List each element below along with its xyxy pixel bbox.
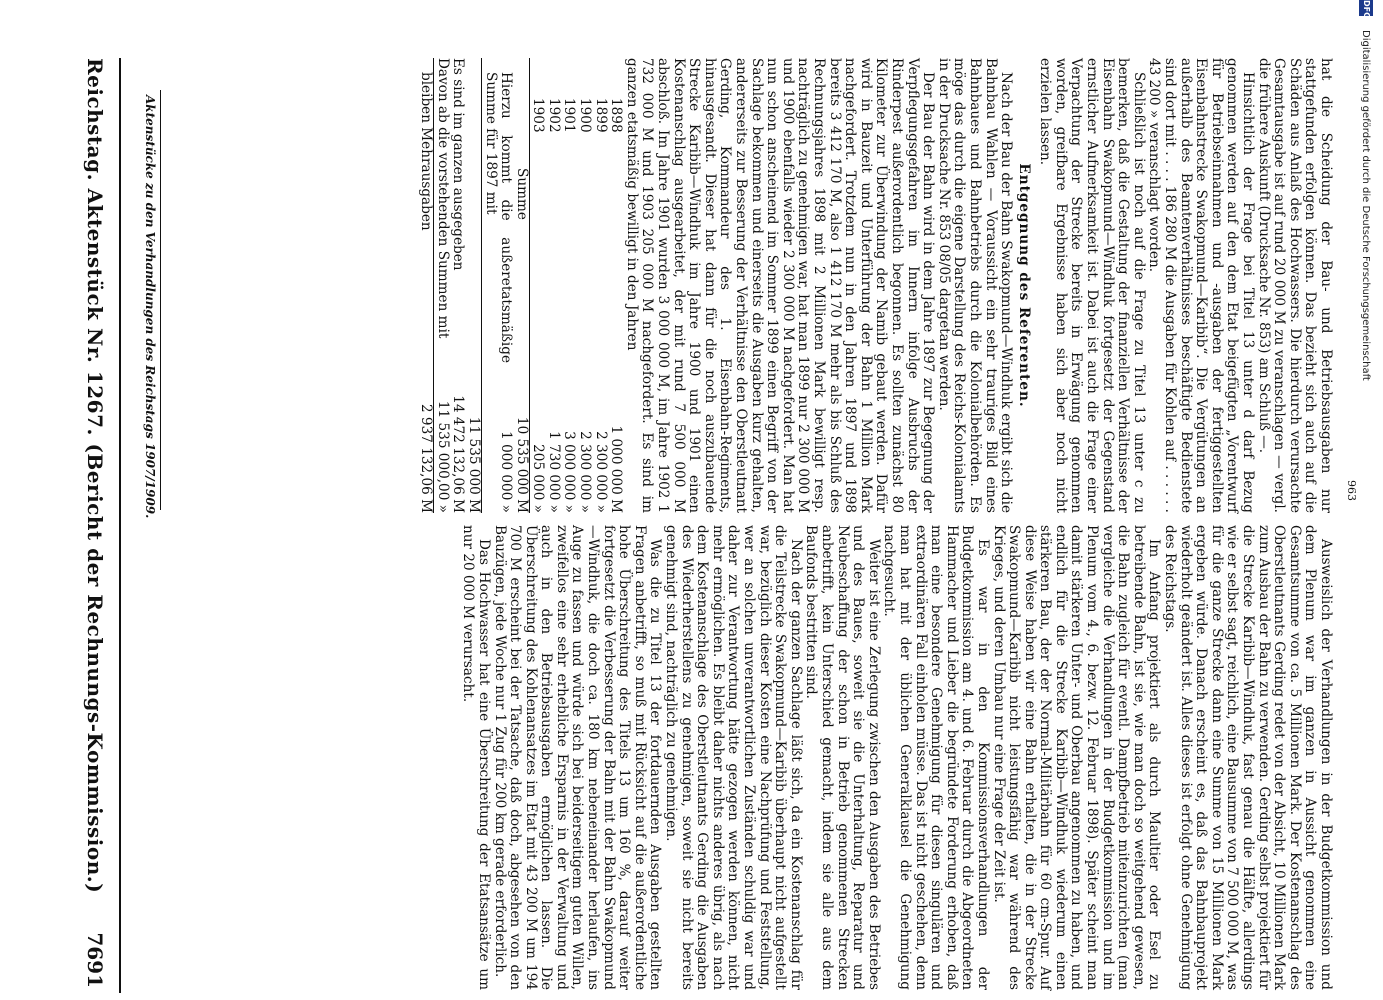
figure-row: 1902 1 730 000 » bbox=[545, 98, 562, 513]
spent-row: Es sind im ganzen ausgegeben 14 472 132,06 M bbox=[450, 58, 467, 513]
figures-table bbox=[418, 58, 624, 513]
paragraph: Es war in den Kommissionsverhandlungen der Budgetkommission am 4. und 6. Februar durch die Abgeordneten Hammacher und Lieber die begründete Forderung erhoben, daß man eine besondere Genehmigung für diesen singulären und extraordinären Fall einholen müsse. Das ist nicht geschehen, denn man hat mit der üblichen Generalklausel die Genehmigung nachgesucht. bbox=[881, 525, 991, 990]
deduct-row: Davon ab die vorstehenden Summen mit 11 535 000,00 » bbox=[434, 58, 451, 513]
page-number: 963 bbox=[1345, 480, 1358, 501]
credit-text: Digitalisierung gefördert durch die Deutsche Forschungsgemeinschaft bbox=[1360, 30, 1371, 381]
section-title: Entgegnung des Referenten. bbox=[1015, 163, 1032, 408]
paragraph: Schließlich ist noch auf die Frage zu Titel 13 unter c zu bemerken, daß die Gestaltung der finanziellen Verhältnisse der Eisenbahn Swakopmund—Windhuk fortgesetzt der Gegenstand ernstlicher Aufmerksamkeit ist. Dabei ist auch die Frage einer Verpachtung der Strecke bereits in Erwägung genommen worden, greifbare Ergebnisse haben sich aber noch nicht erzielen lassen. bbox=[1037, 58, 1147, 513]
paragraph: Das Hochwasser hat eine Überschreitung der Etatsansätze um nur 20 000 M verursacht. bbox=[460, 525, 492, 990]
paragraph: Was die zu Titel 13 der fortdauernden Ausgaben gestellten Fragen anbetrifft, so muß mit Rücksicht auf die außerordentliche hohe Überschreitung des Titels 13 um 160 %, darauf weiter fortgesetzt die Verbesserung der Bahn mit der Bahn Swakopmund—Windhuk, die doch ca. 180 km nebeneinander herlaufen, ins Auge zu fassen und würde sich bei beiderseitigem guten Willen, zweifellos eine sehr erhebliche Ersparnis in der Verwaltung und auch in den Betriebsausgaben ermöglichen lassen. Die Überschreitung des Kohlenansatzes im Etat mit 43 200 M um 194 700 M erscheint bei der Tatsache, daß doch, abgesehen von den Bauzügen, jede Woche nur 1 Zug für 200 km gerade erforderlich. bbox=[491, 525, 664, 990]
paragraph: Ausweislich der Verhandlungen in der Budgetkommission und dem Plenum war im ganzen in Aussicht genommen eine Gesamtsumme von ca. 5 Millionen Mark. Der Kostenanschlag des Oberstleutnants Gerding redet von der Absicht, 10 Millionen Mark zum Ausbau der Bahn zu verwenden. Gerding selbst projektiert für die Strecke Karibib—Windhuk, fast genau die Hälfte, allerdings wie er selbst sagt, reichlich, eine Bausumme von 7 500 000 M, was für die ganze Strecke dann eine Summe von 15 Millionen Mark ergeben würde. Danach erscheint es, daß das Bahnbauprojekt wiederholt geändert ist. Alles dieses ist erfolgt ohne Genehmigung des Reichstags. bbox=[1162, 525, 1334, 990]
paragraph: Hinsichtlich der Frage bei Titel 13 unter d darf Bezug genommen werden auf den dem Etat beigefügten „Vorentwurf für Betriebseinnahmen und -ausgaben der fertiggestellten Eisenbahnstrecke Swakopmund—Karibib“. Die Vergütungen an außerhalb des Beamtenverhältnisses beschäftigte Bedienstete sind dort mit . . . . 186 280 M die Ausgaben für Kohlen auf . . . . . . 43 200 » veranschlagt worden. bbox=[1146, 58, 1257, 513]
figure-row: 1900 2 300 000 » bbox=[577, 98, 594, 513]
sum-row: Summe 10 535 000 M bbox=[513, 168, 530, 513]
paragraph: Im Anfang projektiert als durch Maultier oder Esel zu betreibende Bahn, ist sie, wie man doch so weitgehend gewesen, die Bahn zugleich für eventl. Dampfbetrieb miteinzurichten (man vergleiche die Verhandlungen in der Budgetkommission und im Plenum vom 4., 6. bezw. 12. Februar 1898). Später scheint man damit stärkeren Unter- und Oberbau angenommen zu haben, und endlich für die Strecke Karibib—Windhuk wiederum einen stärkeren Bau, der der Normal-Militärbahn für 60 cm-Spur. Auf diese Weise haben wir eine Bahn erhalten, die in der Strecke Swakopmund—Karibib nicht leistungsfähig war während des Krieges, und deren Umbau nur eine Frage der Zeit ist. bbox=[990, 525, 1163, 990]
dfg-logo: DFG bbox=[1359, 0, 1373, 16]
footer-rule bbox=[160, 90, 161, 510]
figure-row: 1901 3 000 000 » bbox=[561, 98, 578, 513]
excess-row: bleiben Mehrausgaben 2 937 132,06 M bbox=[418, 72, 435, 513]
header-page-number: 7691 bbox=[83, 932, 107, 988]
paragraph: hat die Scheidung der Bau- und Betriebsausgaben nur stattgefunden erfolgen können. Das bezieht sich auch auf die Schäden aus Anlaß des Hochwassers. Die hierdurch verursachte Gesamtausgabe ist auf rund 20 000 M zu veranschlagen — vergl. die frühere Auskunft (Drucksache Nr. 853) am Schluß —. bbox=[1255, 58, 1334, 513]
paragraph: Nach der Bau der Bahn Swakopmund—Windhuk ergibt sich die Bahnbau Wahlen — Voraussicht ein sehr trauriges Bild eines Bahnbaues und Bahnbetriebs durch die Kolonialbehörden. Es möge das durch die eigene Darstellung des Reichs-Kolonialamts in der Drucksache Nr. 853 08/05 dargetan werden. bbox=[935, 58, 1015, 513]
footer-text: Aktenstücke zu den Verhandlungen des Reichstags 1907/1909. bbox=[143, 95, 157, 519]
figure-row: 1898 1 000 000 M bbox=[608, 98, 625, 513]
figure-row: 1899 2 300 000 » bbox=[592, 98, 609, 513]
figure-row: 1903 205 000 » bbox=[529, 58, 546, 513]
paragraph: Weiter ist eine Zerlegung zwischen den Ausgaben des Betriebes und des Baues, soweit sie die Unterhaltung, Reparatur und Neubeschaffung der schon in Betrieb genommenen Strecken anbetrifft, kein Unterschied gemacht, indem sie alle aus dem Baufonds bestritten sind. bbox=[803, 525, 882, 990]
total-row: 11 535 000 M bbox=[465, 416, 482, 513]
column-left bbox=[118, 58, 1333, 513]
header-title: Reichstag. Aktenstück Nr. 1267. (Bericht der Rechnungs-Kommission.) bbox=[83, 58, 107, 894]
page-header bbox=[67, 58, 115, 988]
paragraph: Nach der ganzen Sachlage läßt sich, da ein Kostenanschlag für die Teilstrecke Swakopmund—Karibib überhaupt nicht aufgestellt war, bezüglich dieser Kosten eine Nachprüfung und Feststellung, wer an solchen unverantwortlichen Zuständen schuldig war und daher zur Verantwortung hätte gezogen werden können, nicht mehr ermöglichen. Es bleibt daher nichts anderes übrig, als nach dem Kostenanschlage des Oberstleutnants Gerding die Ausgaben des Wiederherstellens zu genehmigen, soweit sie nicht bereits genehmigt sind, nachträglich zu genehmigen. bbox=[663, 525, 804, 990]
paragraph: Der Bau der Bahn wird in dem Jahre 1897 zur Begegnung der Verpflegungsgefahren im Innern infolge Ausbruchs der Rinderpest außerordentlich begonnen. Es sollten zunächst 80 Kilometer zur Überwindung der Namib gebaut werden. Dafür wird in Bauzeit und Unterführung der Bahn 1 Million Mark nachgefordert. Trotzdem nun in den Jahren 1897 und 1898 bereits 3 412 170 M, also 1 412 170 M mehr als bis Schluß des Rechnungsjahres 1898 mit 2 Millionen Mark bewilligt resp. nachträglich zu genehmigen war, hat man 1899 nur 2 300 000 M und 1900 ebenfalls wieder 2 300 000 M nachgefordert. Man hat nun schon anscheinend im Sommer 1899 einen Begriff von der Sachlage bekommen und einerseits die Ausgaben kurz gehalten, andererseits zur Besserung der Verhältnisse den Oberstleutnant Gerding, Kommandeur des 1. Eisenbahn-Regiments, hinausgesandt. Dieser hat dann für die noch auszubauende Strecke Karibib—Windhuk im Jahre 1900 und 1901 einen Kostenanschlag ausgearbeitet, der mit rund 7 500 000 M abschloß. Im Jahre 1901 wurden 3 000 000 M, im Jahre 1902 1 732 000 M und 1903 205 000 M nachgefordert. Es sind im ganzen etatsmäßig bewilligt in den Jahren bbox=[623, 58, 937, 513]
addition-row: Hierzu kommt die außeretatsmäßige Summe für 1897 mit 1 000 000 » bbox=[481, 58, 513, 513]
column-right bbox=[118, 525, 1333, 990]
